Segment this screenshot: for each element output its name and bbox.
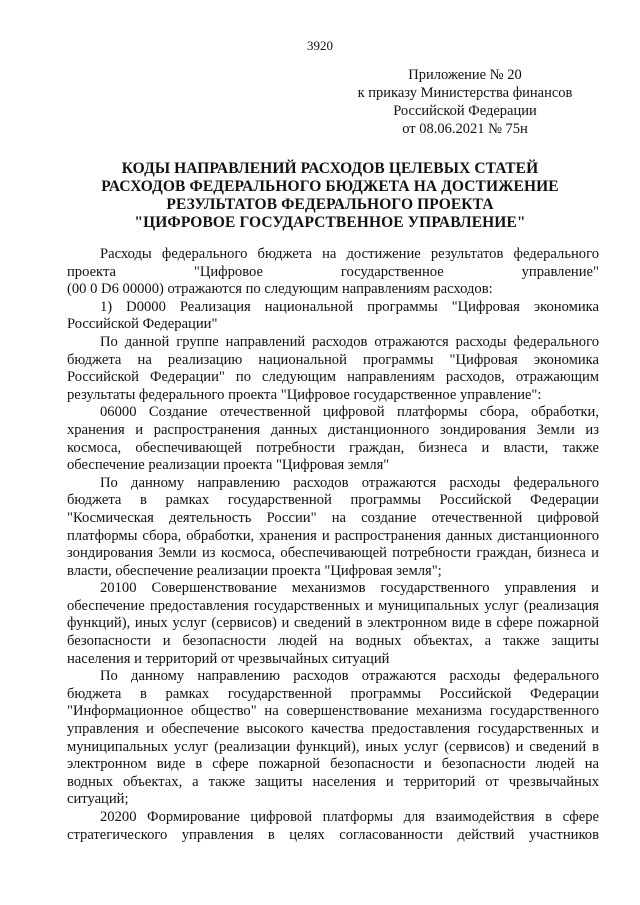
paragraph-line: бюджета в рамках государственной программы Российской Федерации (67, 492, 599, 509)
paragraph-line: населения и территорий от чрезвычайных ситуаций (67, 650, 390, 667)
paragraph-line: ситуаций; (67, 791, 129, 808)
paragraph-line: бюджета в рамках государственной программы Российской Федерации (67, 685, 599, 702)
page-number: 3920 (307, 38, 333, 53)
appendix-order-ref: к приказу Министерства финансов (357, 85, 573, 101)
title-line-2: РАСХОДОВ ФЕДЕРАЛЬНОГО БЮДЖЕТА НА ДОСТИЖЕНИЕ (101, 178, 559, 195)
paragraph-line: платформы сбора, обработки, хранения и распространения данных дистанционного (67, 527, 599, 544)
paragraph-line: Расходы федерального бюджета на достижение результатов федерального (100, 246, 599, 262)
paragraph (67, 580, 599, 668)
title-line-4: "ЦИФРОВОЕ ГОСУДАРСТВЕННОЕ УПРАВЛЕНИЕ" (134, 214, 526, 231)
paragraph (67, 809, 599, 844)
appendix-date: от 08.06.2021 № 75н (402, 121, 528, 137)
paragraph-line: хранения и распространения данных дистанционного зондирования Земли из (67, 421, 599, 438)
paragraph-line: обеспечение предоставления государственных и муниципальных услуг (реализация (67, 597, 599, 614)
paragraph (67, 404, 599, 474)
appendix-country: Российской Федерации (393, 103, 537, 119)
paragraph-line: По данному направлению расходов отражаются расходы федерального (100, 474, 599, 491)
document-title (60, 160, 600, 232)
paragraph-line: 20200 Формирование цифровой платформы для взаимодействия в сфере (100, 809, 599, 825)
paragraph-line: муниципальных услуг (реализации функций), иных услуг (сервисов) и сведений в (67, 738, 599, 755)
appendix-number: Приложение № 20 (408, 67, 522, 83)
paragraph-line: водных объектах, а также защиты населения и территорий от чрезвычайных (67, 773, 599, 790)
paragraph-line: результаты федерального проекта "Цифровое государственное управление": (67, 386, 542, 403)
paragraph-line: 06000 Создание отечественной цифровой платформы сбора, обработки, (100, 404, 599, 421)
paragraph (67, 334, 599, 404)
appendix-header (340, 66, 590, 138)
paragraph-line: По данному направлению расходов отражаются расходы федерального (100, 668, 599, 685)
paragraph-line: 20100 Совершенствование механизмов государственного управления и (100, 580, 599, 597)
paragraph-line: По данной группе направлений расходов отражаются расходы федерального (100, 333, 599, 350)
paragraph-line: Российской Федерации" по следующим направлениям расходов, отражающим (67, 369, 599, 386)
paragraph-line: безопасности и безопасности людей на водных объектах, а также защиты (67, 633, 599, 650)
paragraph-line: власти, обеспечение реализации проекта "Цифровая земля"; (67, 562, 442, 579)
paragraph-line: Российской Федерации" (67, 316, 218, 333)
paragraph (67, 475, 599, 581)
paragraph-line: функций), иных услуг (сервисов) и сведений в электронном виде в сфере пожарной (67, 615, 599, 632)
paragraph-line: космоса, обеспечивающей потребности граждан, бизнеса и власти, также (67, 439, 599, 456)
title-line-1: КОДЫ НАПРАВЛЕНИЙ РАСХОДОВ ЦЕЛЕВЫХ СТАТЕЙ (121, 160, 539, 177)
paragraph (67, 668, 599, 809)
paragraph-line: "Информационное общество" на совершенствование механизма государственного (67, 703, 599, 720)
paragraph-line: бюджета на реализацию национальной программы "Цифровая экономика (67, 351, 599, 368)
paragraph-line: зондирования Земли из космоса, обеспечивающей потребности граждан, бизнеса и (67, 545, 599, 562)
paragraph-line: (00 0 D6 00000) отражаются по следующим направлениям расходов: (67, 281, 493, 298)
title-line-3: РЕЗУЛЬТАТОВ ФЕДЕРАЛЬНОГО ПРОЕКТА (166, 196, 494, 213)
paragraph-line: стратегического управления в целях согласованности действий участников (67, 826, 599, 843)
paragraph-line: 1) D0000 Реализация национальной программы "Цифровая экономика (100, 298, 599, 315)
paragraph (67, 246, 599, 299)
paragraph-line: управления и обеспечение высокого качества предоставления государственных и (67, 721, 599, 738)
paragraph-line: проекта "Цифровое государственное управление" (67, 263, 599, 280)
paragraph (67, 299, 599, 334)
paragraph-line: "Космическая деятельность России" на создание отечественной цифровой (67, 509, 599, 526)
paragraph-line: обеспечение реализации проекта "Цифровая земля" (67, 457, 390, 474)
paragraph-line: электронном виде в сфере пожарной безопасности и безопасности людей на (67, 756, 599, 773)
document-body (67, 246, 599, 844)
